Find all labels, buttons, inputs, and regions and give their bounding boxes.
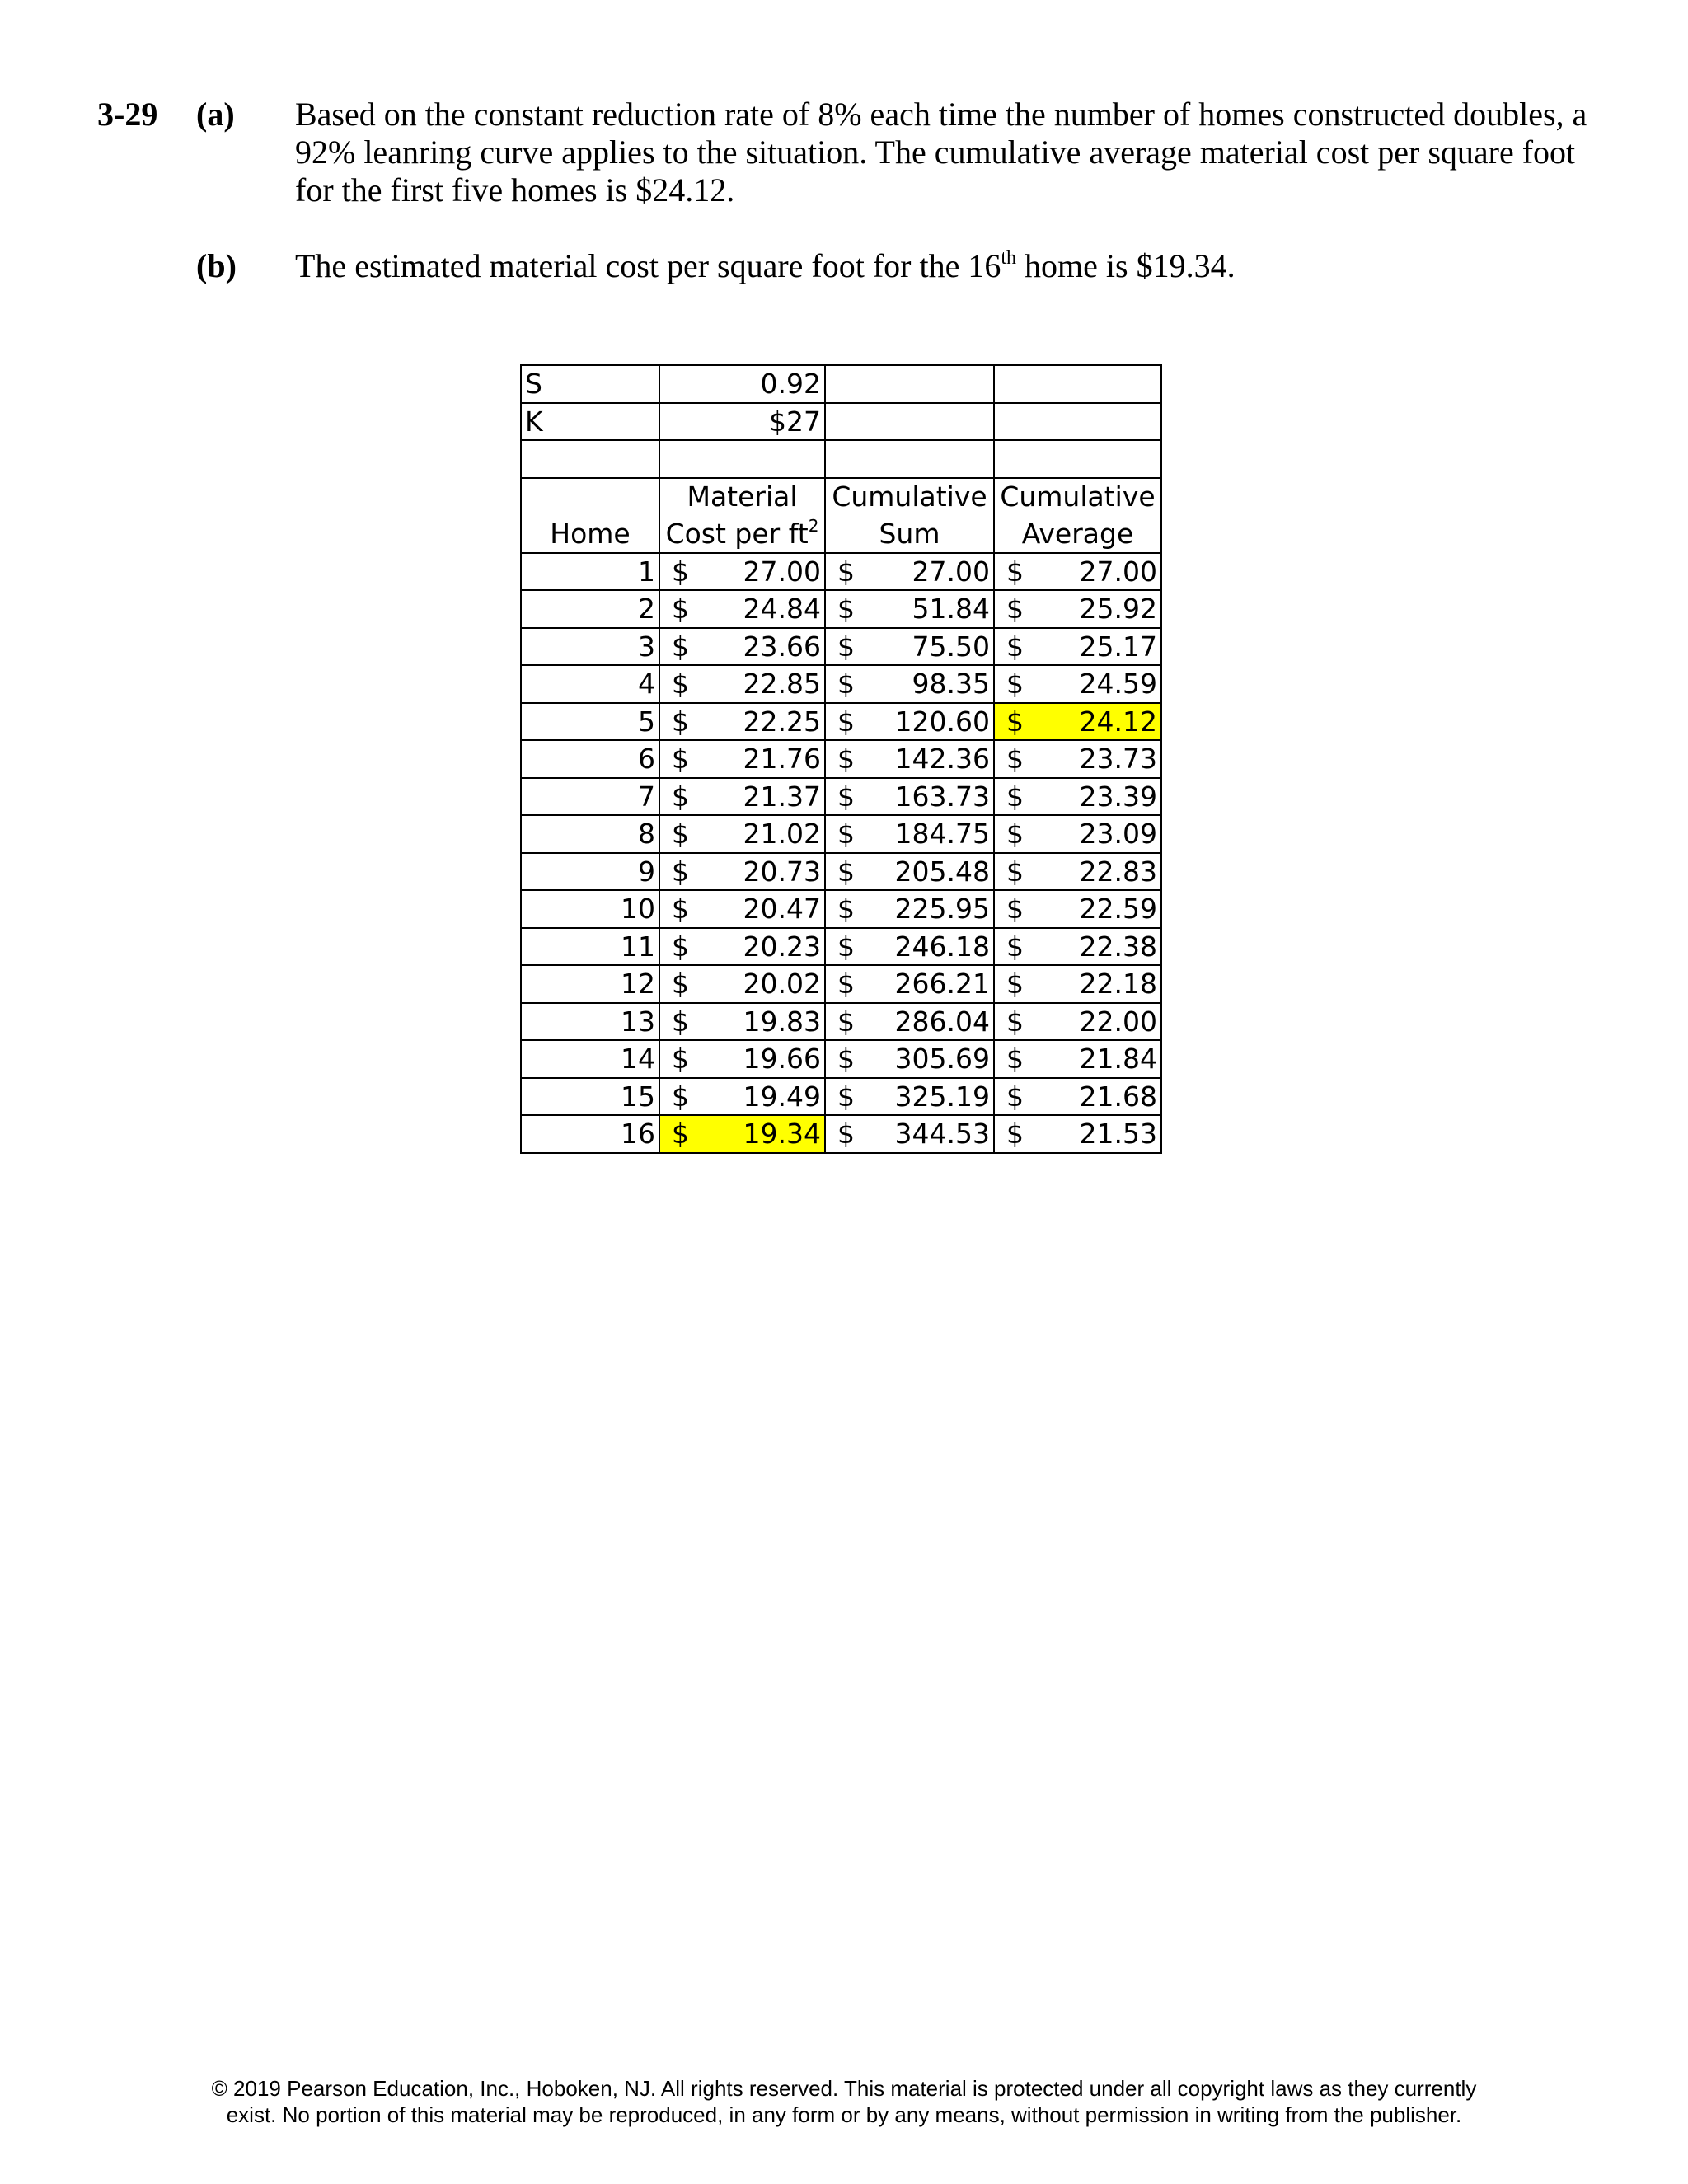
- table-row: [521, 853, 1161, 891]
- cost-value: 19.34: [743, 1118, 821, 1151]
- table-row: [521, 928, 1161, 966]
- currency-sign: $: [1006, 855, 1024, 888]
- cumulative-sum-cell: [825, 703, 994, 741]
- cost-value: 20.73: [743, 855, 821, 888]
- empty-cell: [659, 440, 825, 478]
- avg-value: 27.00: [1079, 555, 1157, 588]
- header-row-1: [521, 478, 1161, 516]
- sum-value: 120.60: [894, 705, 990, 738]
- material-cost-cell: [659, 965, 825, 1003]
- home-number: 5: [521, 703, 659, 741]
- currency-sign: $: [1006, 1005, 1024, 1038]
- currency-sign: $: [837, 630, 855, 663]
- currency-sign: $: [837, 555, 855, 588]
- avg-value: 23.09: [1079, 818, 1157, 851]
- home-number: 4: [521, 665, 659, 703]
- avg-value: 22.38: [1079, 930, 1157, 963]
- home-number: 8: [521, 815, 659, 853]
- avg-value: 22.18: [1079, 968, 1157, 1001]
- currency-sign: $: [837, 930, 855, 963]
- cumulative-average-cell: [994, 815, 1161, 853]
- header-cost-superscript: 2: [808, 515, 819, 536]
- header-cost-text: Cost per ft: [665, 517, 809, 550]
- material-cost-cell: [659, 628, 825, 666]
- currency-sign: $: [672, 968, 689, 1001]
- cumulative-average-cell: [994, 890, 1161, 928]
- copyright-footer: [0, 2075, 1688, 2128]
- cumulative-average-cell: [994, 1078, 1161, 1116]
- sum-value: 51.84: [912, 593, 990, 626]
- cumulative-sum-cell: [825, 890, 994, 928]
- home-number: 16: [521, 1115, 659, 1153]
- home-number: 10: [521, 890, 659, 928]
- footer-line-2: exist. No portion of this material may be reproduced, in any form or by any means, without permission in writing from the publisher.: [226, 2102, 1462, 2127]
- material-cost-cell: [659, 1115, 825, 1153]
- table-row: [521, 815, 1161, 853]
- sum-value: 27.00: [912, 555, 990, 588]
- cost-value: 21.37: [743, 780, 821, 813]
- sum-value: 163.73: [894, 780, 990, 813]
- cost-value: 22.85: [743, 668, 821, 701]
- avg-value: 21.84: [1079, 1043, 1157, 1076]
- currency-sign: $: [837, 705, 855, 738]
- home-number: 9: [521, 853, 659, 891]
- empty-cell: [994, 403, 1161, 441]
- part-b-text-before: The estimated material cost per square foot for the 16: [295, 247, 1001, 284]
- cumulative-sum-cell: [825, 1003, 994, 1041]
- empty-cell: [825, 440, 994, 478]
- table-row: [521, 703, 1161, 741]
- table-row: [521, 890, 1161, 928]
- header-cumulative-sum: Cumulative: [825, 478, 994, 516]
- cumulative-average-cell: [994, 853, 1161, 891]
- sum-value: 142.36: [894, 743, 990, 776]
- material-cost-cell: [659, 1003, 825, 1041]
- currency-sign: $: [1006, 1043, 1024, 1076]
- cost-value: 24.84: [743, 593, 821, 626]
- currency-sign: $: [1006, 593, 1024, 626]
- home-number: 3: [521, 628, 659, 666]
- sum-value: 225.95: [894, 893, 990, 926]
- cumulative-sum-cell: [825, 928, 994, 966]
- currency-sign: $: [837, 593, 855, 626]
- sum-value: 205.48: [894, 855, 990, 888]
- cost-value: 27.00: [743, 555, 821, 588]
- cumulative-sum-cell: [825, 1115, 994, 1153]
- cumulative-sum-cell: [825, 778, 994, 816]
- cumulative-sum-cell: [825, 965, 994, 1003]
- currency-sign: $: [837, 668, 855, 701]
- cumulative-average-cell: [994, 628, 1161, 666]
- material-cost-cell: [659, 553, 825, 591]
- cumulative-sum-cell: [825, 1040, 994, 1078]
- material-cost-cell: [659, 778, 825, 816]
- cost-value: 20.02: [743, 968, 821, 1001]
- cost-value: 21.76: [743, 743, 821, 776]
- cumulative-sum-cell: [825, 628, 994, 666]
- sum-value: 184.75: [894, 818, 990, 851]
- currency-sign: $: [837, 855, 855, 888]
- cumulative-average-cell: [994, 665, 1161, 703]
- header-average: Average: [994, 515, 1161, 553]
- cumulative-average-cell: [994, 590, 1161, 628]
- empty-cell: [825, 365, 994, 403]
- home-number: 7: [521, 778, 659, 816]
- currency-sign: $: [1006, 630, 1024, 663]
- material-cost-cell: [659, 815, 825, 853]
- avg-value: 22.59: [1079, 893, 1157, 926]
- home-number: 15: [521, 1078, 659, 1116]
- currency-sign: $: [672, 930, 689, 963]
- avg-value: 21.53: [1079, 1118, 1157, 1151]
- material-cost-cell: [659, 853, 825, 891]
- currency-sign: $: [672, 555, 689, 588]
- currency-sign: $: [1006, 705, 1024, 738]
- cumulative-average-cell: [994, 1040, 1161, 1078]
- currency-sign: $: [837, 1080, 855, 1113]
- home-number: 6: [521, 740, 659, 778]
- avg-value: 22.00: [1079, 1005, 1157, 1038]
- sum-value: 246.18: [894, 930, 990, 963]
- sum-value: 75.50: [912, 630, 990, 663]
- cumulative-sum-cell: [825, 665, 994, 703]
- avg-value: 24.12: [1079, 705, 1157, 738]
- currency-sign: $: [1006, 668, 1024, 701]
- currency-sign: $: [672, 630, 689, 663]
- cumulative-sum-cell: [825, 740, 994, 778]
- cumulative-average-cell: [994, 778, 1161, 816]
- table-row: [521, 1078, 1161, 1116]
- currency-sign: $: [1006, 930, 1024, 963]
- part-a-text: Based on the constant reduction rate of 8% each time the number of homes constructed doubles, a 92% leanring curve applies to the situation. The cumulative average material cost per square foot for the first five homes is $24.12.: [295, 96, 1587, 209]
- table-row: [521, 628, 1161, 666]
- empty-cell: [994, 440, 1161, 478]
- empty-cell: [521, 440, 659, 478]
- blank-row: [521, 440, 1161, 478]
- currency-sign: $: [672, 1080, 689, 1113]
- currency-sign: $: [1006, 780, 1024, 813]
- sum-value: 98.35: [912, 668, 990, 701]
- currency-sign: $: [837, 1118, 855, 1151]
- currency-sign: $: [1006, 893, 1024, 926]
- cumulative-average-cell: [994, 740, 1161, 778]
- currency-sign: $: [672, 780, 689, 813]
- empty-cell: [521, 478, 659, 516]
- home-number: 12: [521, 965, 659, 1003]
- part-a-label: (a): [196, 96, 235, 133]
- currency-sign: $: [1006, 1080, 1024, 1113]
- avg-value: 21.68: [1079, 1080, 1157, 1113]
- currency-sign: $: [1006, 555, 1024, 588]
- avg-value: 22.83: [1079, 855, 1157, 888]
- avg-value: 23.73: [1079, 743, 1157, 776]
- cumulative-sum-cell: [825, 1078, 994, 1116]
- home-number: 14: [521, 1040, 659, 1078]
- material-cost-cell: [659, 1078, 825, 1116]
- cumulative-sum-cell: [825, 853, 994, 891]
- currency-sign: $: [837, 818, 855, 851]
- cumulative-average-cell: [994, 1003, 1161, 1041]
- home-number: 11: [521, 928, 659, 966]
- currency-sign: $: [837, 968, 855, 1001]
- material-cost-cell: [659, 890, 825, 928]
- footer-line-1: © 2019 Pearson Education, Inc., Hoboken, NJ. All rights reserved. This material is protected under all copyright laws as they currently: [211, 2076, 1477, 2101]
- cost-value: 19.83: [743, 1005, 821, 1038]
- cumulative-average-cell: [994, 553, 1161, 591]
- table-row: [521, 553, 1161, 591]
- cost-value: 21.02: [743, 818, 821, 851]
- cost-value: 19.66: [743, 1043, 821, 1076]
- param-name-k: K: [521, 403, 659, 441]
- avg-value: 23.39: [1079, 780, 1157, 813]
- table-row: [521, 1115, 1161, 1153]
- table-row: [521, 590, 1161, 628]
- sum-value: 266.21: [894, 968, 990, 1001]
- cumulative-average-cell: [994, 703, 1161, 741]
- home-number: 2: [521, 590, 659, 628]
- param-row-s: [521, 365, 1161, 403]
- currency-sign: $: [672, 593, 689, 626]
- learning-curve-table: [520, 364, 1162, 1154]
- empty-cell: [994, 365, 1161, 403]
- currency-sign: $: [672, 1005, 689, 1038]
- header-row-2: [521, 515, 1161, 553]
- table-row: [521, 965, 1161, 1003]
- material-cost-cell: [659, 1040, 825, 1078]
- material-cost-cell: [659, 928, 825, 966]
- table-row: [521, 1003, 1161, 1041]
- home-number: 13: [521, 1003, 659, 1041]
- cumulative-average-cell: [994, 965, 1161, 1003]
- currency-sign: $: [672, 893, 689, 926]
- empty-cell: [825, 403, 994, 441]
- cost-value: 23.66: [743, 630, 821, 663]
- currency-sign: $: [1006, 1118, 1024, 1151]
- sum-value: 325.19: [894, 1080, 990, 1113]
- part-b-label: (b): [196, 247, 237, 284]
- cost-value: 22.25: [743, 705, 821, 738]
- currency-sign: $: [672, 743, 689, 776]
- part-b-text: [295, 247, 1606, 285]
- problem-number: 3-29: [97, 96, 158, 133]
- ordinal-suffix: th: [1001, 247, 1017, 269]
- param-value-k: $27: [659, 403, 825, 441]
- part-b-text-after: home is $19.34.: [1016, 247, 1236, 284]
- currency-sign: $: [837, 893, 855, 926]
- currency-sign: $: [672, 1043, 689, 1076]
- avg-value: 25.17: [1079, 630, 1157, 663]
- cumulative-average-cell: [994, 1115, 1161, 1153]
- header-material: Material: [659, 478, 825, 516]
- sum-value: 305.69: [894, 1043, 990, 1076]
- sum-value: 286.04: [894, 1005, 990, 1038]
- currency-sign: $: [1006, 743, 1024, 776]
- currency-sign: $: [672, 1118, 689, 1151]
- header-cumulative-average: Cumulative: [994, 478, 1161, 516]
- cost-value: 20.47: [743, 893, 821, 926]
- cumulative-sum-cell: [825, 553, 994, 591]
- material-cost-cell: [659, 740, 825, 778]
- material-cost-cell: [659, 665, 825, 703]
- table-row: [521, 778, 1161, 816]
- cumulative-average-cell: [994, 928, 1161, 966]
- cost-value: 19.49: [743, 1080, 821, 1113]
- currency-sign: $: [1006, 818, 1024, 851]
- material-cost-cell: [659, 703, 825, 741]
- table-row: [521, 1040, 1161, 1078]
- home-number: 1: [521, 553, 659, 591]
- header-sum: Sum: [825, 515, 994, 553]
- avg-value: 24.59: [1079, 668, 1157, 701]
- cumulative-sum-cell: [825, 590, 994, 628]
- cumulative-sum-cell: [825, 815, 994, 853]
- param-value-s: 0.92: [659, 365, 825, 403]
- cost-value: 20.23: [743, 930, 821, 963]
- table-row: [521, 740, 1161, 778]
- currency-sign: $: [837, 743, 855, 776]
- currency-sign: $: [837, 1043, 855, 1076]
- header-home: Home: [521, 515, 659, 553]
- currency-sign: $: [1006, 968, 1024, 1001]
- material-cost-cell: [659, 590, 825, 628]
- currency-sign: $: [672, 855, 689, 888]
- param-row-k: [521, 403, 1161, 441]
- currency-sign: $: [672, 668, 689, 701]
- currency-sign: $: [672, 705, 689, 738]
- currency-sign: $: [837, 780, 855, 813]
- sum-value: 344.53: [894, 1118, 990, 1151]
- currency-sign: $: [672, 818, 689, 851]
- param-name-s: S: [521, 365, 659, 403]
- header-cost-per-ft: [659, 515, 825, 553]
- table-row: [521, 665, 1161, 703]
- avg-value: 25.92: [1079, 593, 1157, 626]
- currency-sign: $: [837, 1005, 855, 1038]
